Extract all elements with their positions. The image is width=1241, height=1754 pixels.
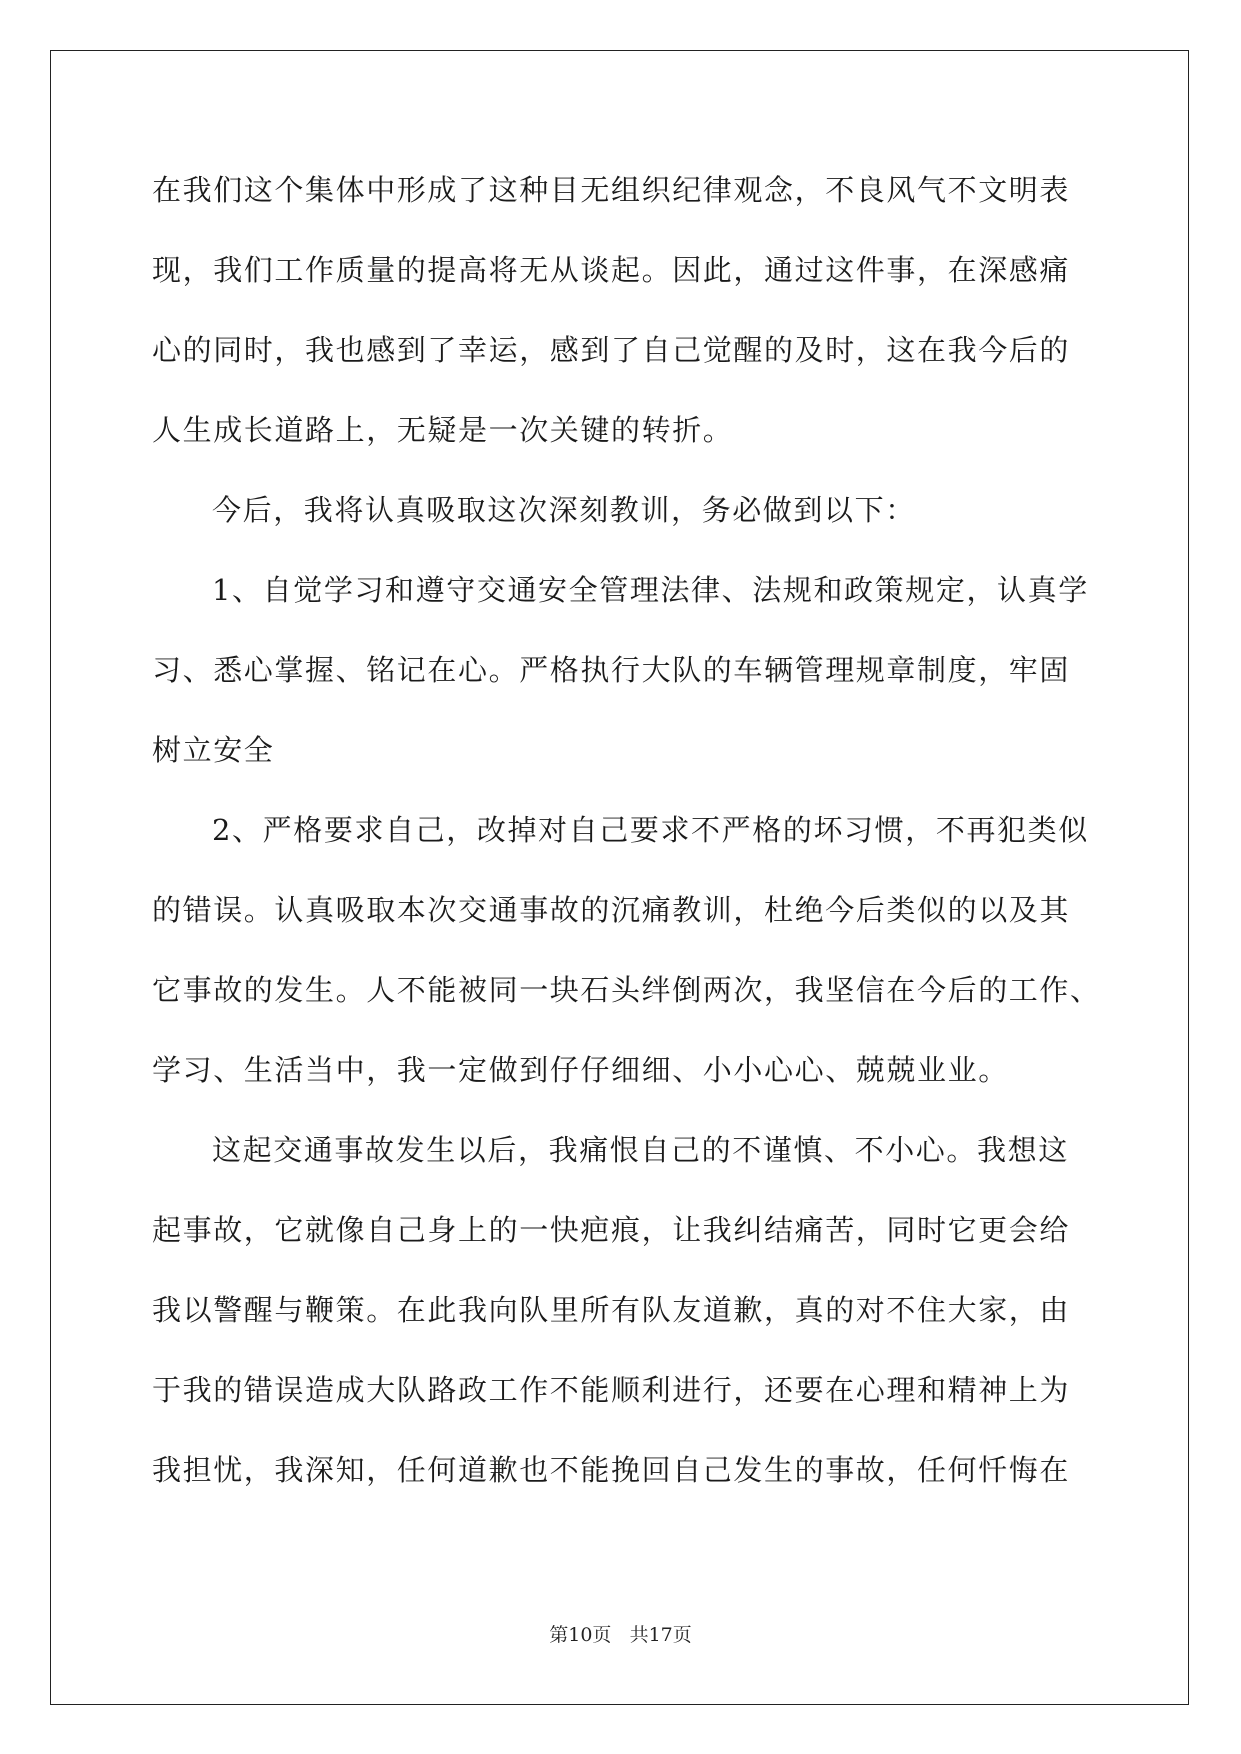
paragraph-first-line: 1、自觉学习和遵守交通安全管理法律、法规和政策规定，认真学: [212, 573, 1089, 607]
current-page-label: 第10页: [549, 1624, 612, 1646]
text-line: 我担忧，我深知，任何道歉也不能挽回自己发生的事故，任何忏悔在: [152, 1453, 1071, 1487]
page-footer: [0, 1622, 1241, 1648]
document-body: [152, 165, 1101, 1525]
text-line: 我以警醒与鞭策。在此我向队里所有队友道歉，真的对不住大家，由: [152, 1293, 1071, 1327]
text-line: 现，我们工作质量的提高将无从谈起。因此，通过这件事，在深感痛: [152, 253, 1071, 287]
text-line: 心的同时，我也感到了幸运，感到了自己觉醒的及时，这在我今后的: [152, 333, 1071, 367]
text-line: 于我的错误造成大队路政工作不能顺利进行，还要在心理和精神上为: [152, 1373, 1071, 1407]
text-line: 习、悉心掌握、铭记在心。严格执行大队的车辆管理规章制度，牢固: [152, 653, 1071, 687]
text-line: 人生成长道路上，无疑是一次关键的转折。: [152, 413, 734, 447]
paragraph-first-line: 这起交通事故发生以后，我痛恨自己的不谨慎、不小心。我想这: [212, 1133, 1069, 1167]
paragraph-first-line: 2、严格要求自己，改掉对自己要求不严格的坏习惯，不再犯类似: [212, 813, 1089, 847]
text-line: 在我们这个集体中形成了这种目无组织纪律观念，不良风气不文明表: [152, 173, 1071, 207]
text-line: 的错误。认真吸取本次交通事故的沉痛教训，杜绝今后类似的以及其: [152, 893, 1071, 927]
text-line: 起事故，它就像自己身上的一快疤痕，让我纠结痛苦，同时它更会给: [152, 1213, 1071, 1247]
total-pages-label: 共17页: [629, 1624, 692, 1646]
text-line: 学习、生活当中，我一定做到仔仔细细、小小心心、兢兢业业。: [152, 1053, 1009, 1087]
text-line: 树立安全: [152, 733, 275, 767]
text-line: 它事故的发生。人不能被同一块石头绊倒两次，我坚信在今后的工作、: [152, 973, 1101, 1007]
paragraph-first-line: 今后，我将认真吸取这次深刻教训，务必做到以下：: [212, 493, 916, 527]
